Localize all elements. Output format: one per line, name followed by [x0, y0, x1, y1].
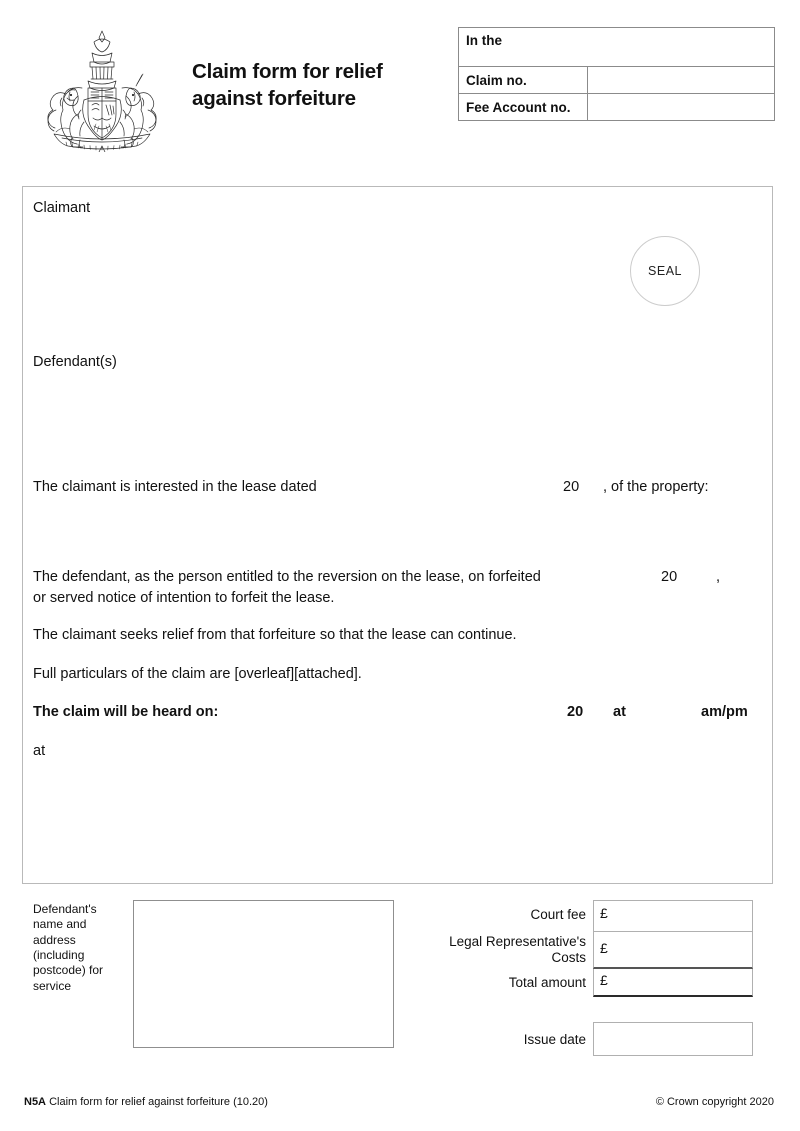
- page-title-line-1: Claim form for relief: [192, 60, 383, 83]
- fee-account-no-row: [459, 94, 774, 120]
- legal-costs-label-line-1: Legal Representative's: [449, 933, 586, 949]
- fee-account-no-input[interactable]: [588, 94, 774, 120]
- seal-label: SEAL: [648, 264, 682, 278]
- legal-costs-input[interactable]: £: [593, 931, 753, 969]
- issue-date-input[interactable]: [593, 1022, 753, 1056]
- defendant-address-label: Defendant's name and address (including postcode) for service: [33, 902, 104, 993]
- reversion-text: The defendant, as the person entitled to the reversion on the lease, on forfeited or served notice of intention to forfeit the lease.: [33, 569, 541, 606]
- hearing-ampm-label: am/pm: [701, 704, 748, 720]
- page-title-line-2: against forfeiture: [192, 87, 356, 111]
- total-amount-label: Total amount: [508, 974, 586, 990]
- footer-copyright: © Crown copyright 2020: [655, 1096, 774, 1108]
- court-fee-row: [428, 900, 753, 931]
- particulars-text: Full particulars of the claim are [overleaf][attached].: [33, 666, 362, 682]
- issue-date-row: [428, 1022, 753, 1056]
- page-footer: [24, 1096, 774, 1108]
- reversion-comma: ,: [716, 569, 721, 585]
- hearing-year: 20: [567, 704, 584, 720]
- legal-costs-row: [428, 931, 753, 969]
- legal-costs-label: [428, 931, 593, 969]
- in-the-row: [459, 28, 774, 67]
- footer-form-description: Claim form for relief against forfeiture (10.20): [49, 1096, 268, 1108]
- legal-costs-label-line-2: Costs: [551, 950, 586, 965]
- in-the-label: In the: [466, 33, 502, 48]
- claimant-label: Claimant: [33, 200, 91, 216]
- defendant-address-input[interactable]: [133, 900, 394, 1048]
- lease-dated-year: 20: [563, 479, 580, 495]
- hearing-venue-at-label: at: [33, 743, 46, 759]
- fees-table: [428, 900, 753, 997]
- issue-date-label: Issue date: [523, 1031, 586, 1047]
- hearing-at-label: at: [613, 704, 626, 720]
- court-details-table: [458, 27, 775, 121]
- royal-coat-of-arms-icon: [26, 26, 178, 152]
- seal-stamp: [630, 236, 700, 306]
- page-title: [192, 58, 442, 112]
- lease-dated-text: The claimant is interested in the lease dated: [33, 479, 317, 495]
- total-amount-row: [428, 969, 753, 997]
- claim-no-input[interactable]: [588, 67, 774, 93]
- lease-dated-tail: , of the property:: [603, 479, 709, 495]
- court-fee-input[interactable]: £: [593, 900, 753, 931]
- claim-no-row: [459, 67, 774, 94]
- defendant-label: Defendant(s): [33, 354, 117, 370]
- fee-account-no-label: Fee Account no.: [459, 94, 588, 120]
- reversion-year: 20: [661, 569, 678, 585]
- court-fee-label: Court fee: [530, 907, 586, 923]
- claim-no-label: Claim no.: [459, 67, 588, 93]
- total-amount-input[interactable]: £: [593, 969, 753, 997]
- footer-form-reference: [24, 1096, 268, 1108]
- footer-form-code: N5A: [24, 1096, 47, 1108]
- hearing-label: The claim will be heard on:: [33, 704, 219, 720]
- relief-text: The claimant seeks relief from that forfeiture so that the lease can continue.: [33, 627, 517, 643]
